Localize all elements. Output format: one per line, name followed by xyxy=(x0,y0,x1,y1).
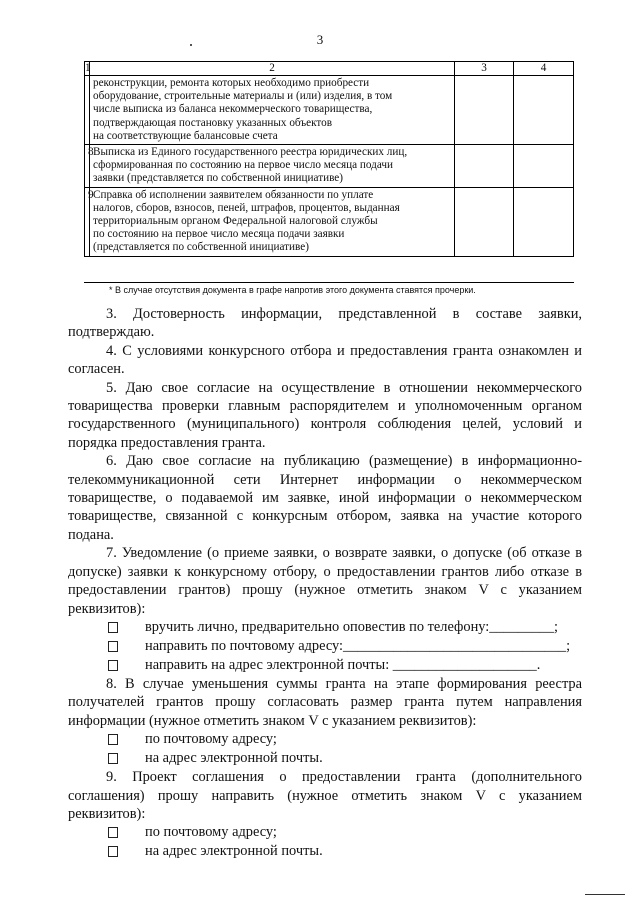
header-col-2: 2 xyxy=(90,62,455,76)
row-line: подтверждающая постановку указанных объектов xyxy=(93,116,332,129)
option-send-email[interactable] xyxy=(68,656,582,675)
option-email-address[interactable] xyxy=(68,842,582,861)
option-send-post[interactable] xyxy=(68,637,582,656)
row-description xyxy=(90,76,455,145)
option-label: на адрес электронной почты. xyxy=(145,843,323,860)
documents-table xyxy=(84,61,574,257)
option-label: по почтовому адресу; xyxy=(145,824,277,841)
row-line: (представляется по собственной инициативе) xyxy=(93,241,309,254)
option-post-address[interactable] xyxy=(68,823,582,842)
row-cell-4[interactable] xyxy=(514,145,574,188)
header-col-3: 3 xyxy=(455,62,514,76)
checkbox[interactable] xyxy=(108,827,118,838)
paragraph-5: 5. Даю свое согласие на осуществление в отношении некоммерческого товарищества проверки главным распорядителем и уполномоченным органом государственного (муниципального) контроля соблюдения целей, условий и порядка предоставления гранта. xyxy=(68,379,582,451)
row-line: налогов, сборов, взносов, пеней, штрафов, процентов, выданная xyxy=(93,201,400,214)
footnote: * В случае отсутствия документа в графе напротив этого документа ставятся прочерки. xyxy=(109,285,476,295)
option-deliver-in-person[interactable] xyxy=(68,618,582,637)
row-number: 9 xyxy=(85,187,90,256)
table-row xyxy=(85,76,574,145)
option-email-address[interactable] xyxy=(68,749,582,768)
checkbox[interactable] xyxy=(108,641,118,652)
header-col-1: 1 xyxy=(85,62,91,74)
footnote-divider xyxy=(84,282,574,283)
paragraph-9: 9. Проект соглашения о предоставлении гранта (дополнительного соглашения) прошу направить (нужное отметить знаком V с указанием реквизитов): xyxy=(68,769,582,822)
option-label: вручить лично, предварительно оповестив по телефону:_________; xyxy=(145,618,559,635)
row-line: на соответствующие балансовые счета xyxy=(93,129,278,142)
row-line: заявки (представляется по собственной инициативе) xyxy=(93,172,343,185)
row-line: сформированная по состоянию на первое число месяца подачи xyxy=(93,159,393,172)
page-number: 3 xyxy=(316,32,324,47)
checkbox[interactable] xyxy=(108,846,118,857)
checkbox[interactable] xyxy=(108,734,118,745)
table-row xyxy=(85,145,574,188)
corner-mark xyxy=(585,894,625,895)
row-description xyxy=(90,145,455,188)
option-label: направить по почтовому адресу:_______________________________; xyxy=(145,637,571,654)
row-line: Выписка из Единого государственного реестра юридических лиц, xyxy=(93,146,408,159)
header-col-4: 4 xyxy=(514,62,574,76)
option-label: по почтовому адресу; xyxy=(145,731,277,748)
table-header-row xyxy=(85,62,574,76)
option-post-address[interactable] xyxy=(68,730,582,749)
checkbox[interactable] xyxy=(108,660,118,671)
row-line: Справка об исполнении заявителем обязанности по уплате xyxy=(93,188,374,201)
row-cell-3[interactable] xyxy=(455,76,514,145)
row-line: оборудование, строительные материалы и (или) изделия, в том xyxy=(93,90,393,103)
scan-speck xyxy=(190,44,192,46)
paragraph-6: 6. Даю свое согласие на публикацию (размещение) в информационно-телекоммуникационной сети Интернет информации о некоммерческом товариществе, о подаваемой им заявке, иной информации о некоммерческом товариществе, связанной с конкурсным отбором, заявка на участие которого подана. xyxy=(68,453,582,543)
paragraph-3: 3. Достоверность информации, представленной в составе заявки, подтверждаю. xyxy=(68,306,582,341)
row-line: числе выписка из баланса некоммерческого товарищества, xyxy=(93,103,373,116)
checkbox[interactable] xyxy=(108,753,118,764)
table-row xyxy=(85,187,574,256)
paragraph-7: 7. Уведомление (о приеме заявки, о возврате заявки, о допуске (об отказе в допуске) заявки к конкурсному отбору, о предоставлении грантов либо отказе в предоставлении грантов) прошу (нужное отметить знаком V с указанием реквизитов): xyxy=(68,545,582,617)
row-cell-3[interactable] xyxy=(455,187,514,256)
option-label: на адрес электронной почты. xyxy=(145,750,323,767)
checkbox[interactable] xyxy=(108,622,118,633)
paragraph-8: 8. В случае уменьшения суммы гранта на этапе формирования реестра получателей грантов прошу согласовать размер гранта путем направления информации (нужное отметить знаком V с указанием реквизитов): xyxy=(68,675,582,729)
row-line: реконструкции, ремонта которых необходимо приобрести xyxy=(93,77,370,89)
row-cell-3[interactable] xyxy=(455,145,514,188)
document-body xyxy=(68,305,582,861)
row-description xyxy=(90,187,455,256)
row-cell-4[interactable] xyxy=(514,187,574,256)
row-cell-4[interactable] xyxy=(514,76,574,145)
row-line: по состоянию на первое число месяца подачи заявки xyxy=(93,228,345,241)
row-number: 8 xyxy=(85,145,90,188)
option-label: направить на адрес электронной почты: ____________________. xyxy=(145,656,541,673)
paragraph-4: 4. С условиями конкурсного отбора и предоставления гранта ознакомлен и согласен. xyxy=(68,342,582,378)
row-line: территориальным органом Федеральной налоговой службы xyxy=(93,215,378,228)
